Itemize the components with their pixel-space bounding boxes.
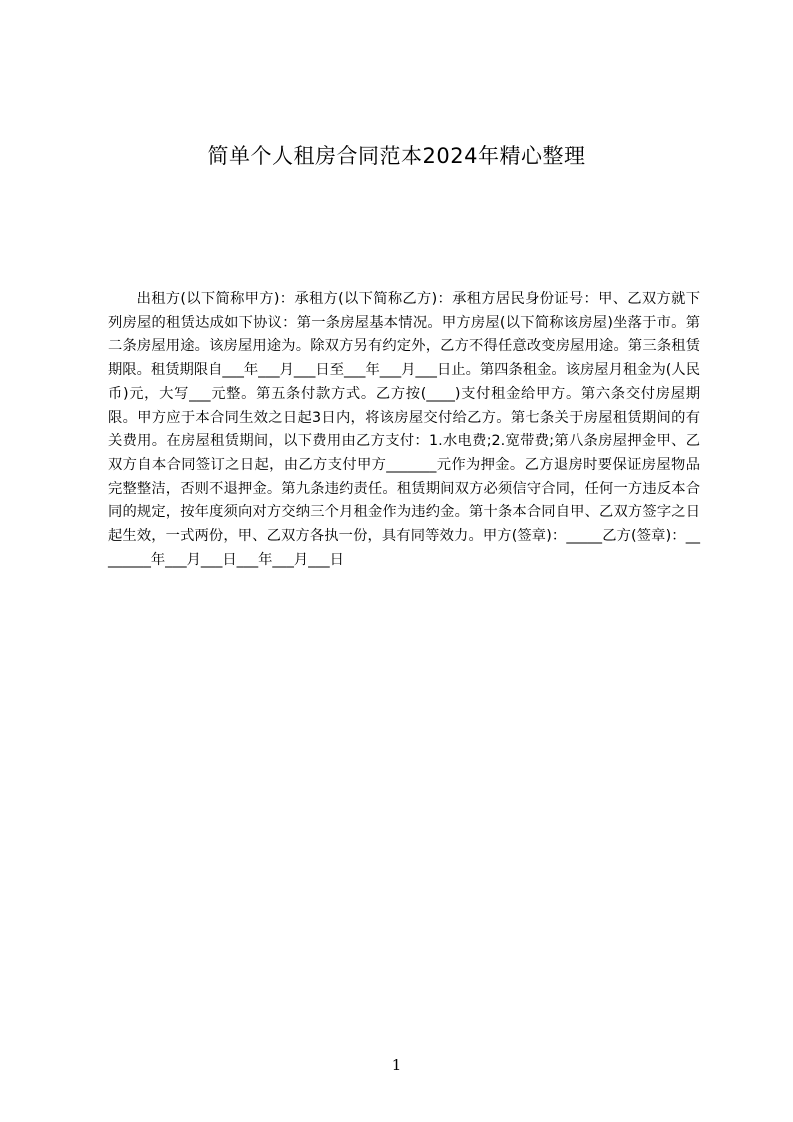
page-number: 1	[391, 1056, 402, 1074]
contract-body-text: 出租方(以下简称甲方)：承租方(以下简称乙方)：承租方居民身份证号：甲、乙双方就下列房屋的租赁达成如下协议：第一条房屋基本情况。甲方房屋(以下简称该房屋)坐落于市。第二条房屋用途。该房屋用途为。除双方另有约定外，乙方不得任意改变房屋用途。第三条租赁期限。租赁期限自___年___月___日至___年___月___日止。第四条租金。该房屋月租金为(人民币)元，大写___元整。第五条付款方式。乙方按(____)支付租金给甲方。第六条交付房屋期限。甲方应于本合同生效之日起3日内，将该房屋交付给乙方。第七条关于房屋租赁期间的有关费用。在房屋租赁期间，以下费用由乙方支付：1.水电费;2.宽带费;第八条房屋押金甲、乙双方自本合同签订之日起，由乙方支付甲方_______元作为押金。乙方退房时要保证房屋物品完整整洁，否则不退押金。第九条违约责任。租赁期间双方必须信守合同，任何一方违反本合同的规定，按年度须向对方交纳三个月租金作为违约金。第十条本合同自甲、乙双方签字之日起生效，一式两份，甲、乙双方各执一份，具有同等效力。甲方(签章)：_____乙方(签章)：________年___月___日___年___月___日	[108, 291, 700, 568]
document-title: 简单个人租房合同范本2024年精心整理	[207, 144, 586, 168]
